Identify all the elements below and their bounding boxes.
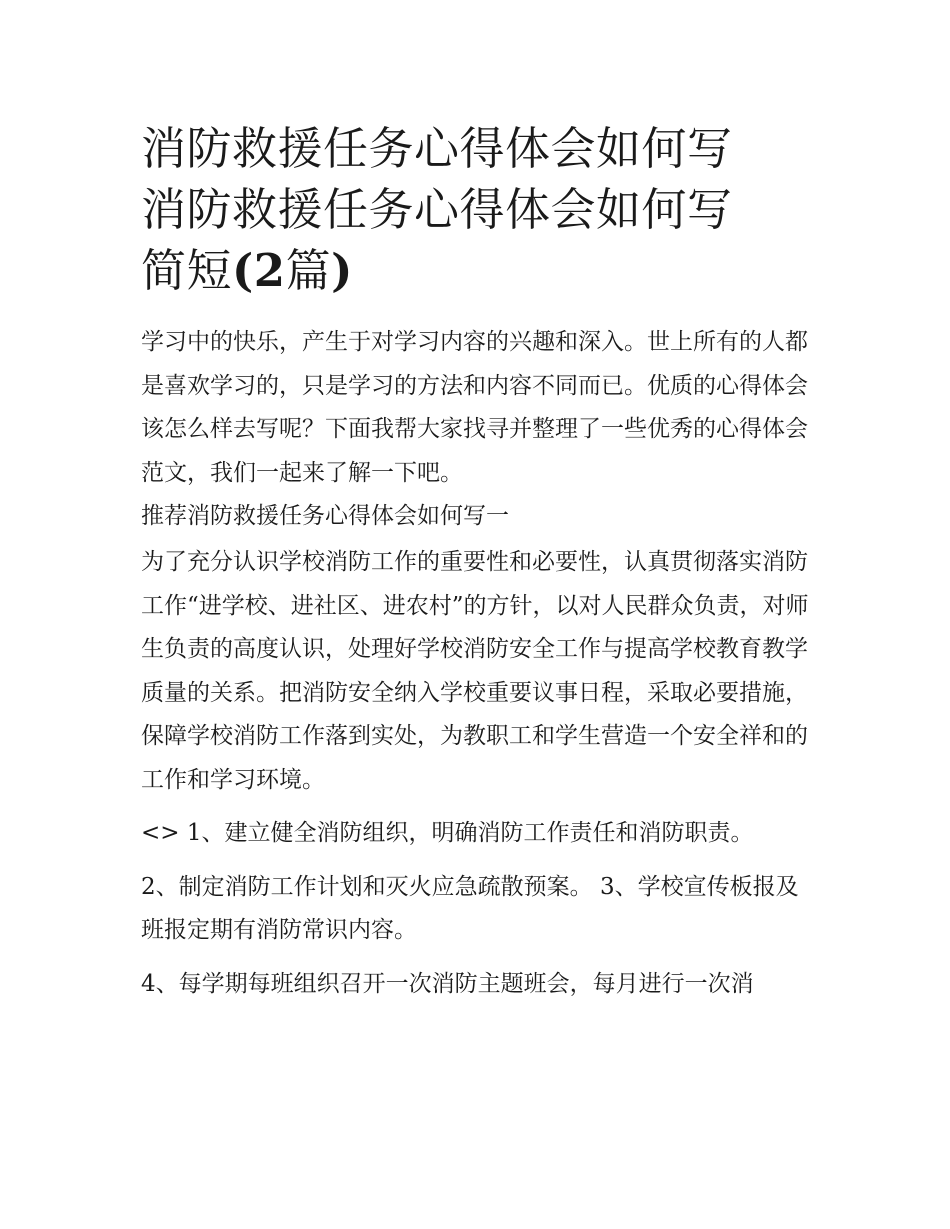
title-line-3 xyxy=(141,240,821,301)
paragraph-list-item-4: 4、每学期每班组织召开一次消防主题班会，每月进行一次消 xyxy=(141,970,754,997)
title-line-3-d: ) xyxy=(331,244,353,297)
paragraph-list-item-2-3: 2、制定消防工作计划和灭火应急疏散预案。 3、学校宣传板报及班报定期有消防常识内容。 xyxy=(141,873,799,943)
paragraph-intro: 学习中的快乐，产生于对学习内容的兴趣和深入。世上所有的人都是喜欢学习的，只是学习的方法和内容不同而已。优质的心得体会该怎么样去写呢？下面我帮大家找寻并整理了一些优秀的心得体会范文，我们一起来了解一下吧。 xyxy=(141,329,808,486)
paragraph-section-body: 为了充分认识学校消防工作的重要性和必要性，认真贯彻落实消防工作“进学校、进社区、进农村”的方针，以对人民群众负责，对师生负责的高度认识，处理好学校消防安全工作与提高学校教育教学质量的关系。把消防安全纳入学校重要议事日程，采取必要措施，保障学校消防工作落到实处，为教职工和学生营造一个安全祥和的工作和学习环境。 xyxy=(141,549,809,793)
title-line-3-b: (2 xyxy=(232,244,286,297)
title-line-3-c: 篇 xyxy=(285,244,332,297)
title-line-1: 消防救援任务心得体会如何写 xyxy=(141,122,733,175)
document-body xyxy=(141,321,821,1006)
title-line-2: 消防救援任务心得体会如何写 xyxy=(141,183,733,236)
paragraph-list-item-1: <> 1、建立健全消防组织，明确消防工作责任和消防职责。 xyxy=(141,820,754,846)
document-page xyxy=(141,118,821,1006)
title-line-3-a: 简短 xyxy=(141,244,233,297)
document-title xyxy=(141,118,821,301)
paragraph-section-heading: 推荐消防救援任务心得体会如何写一 xyxy=(141,503,509,529)
